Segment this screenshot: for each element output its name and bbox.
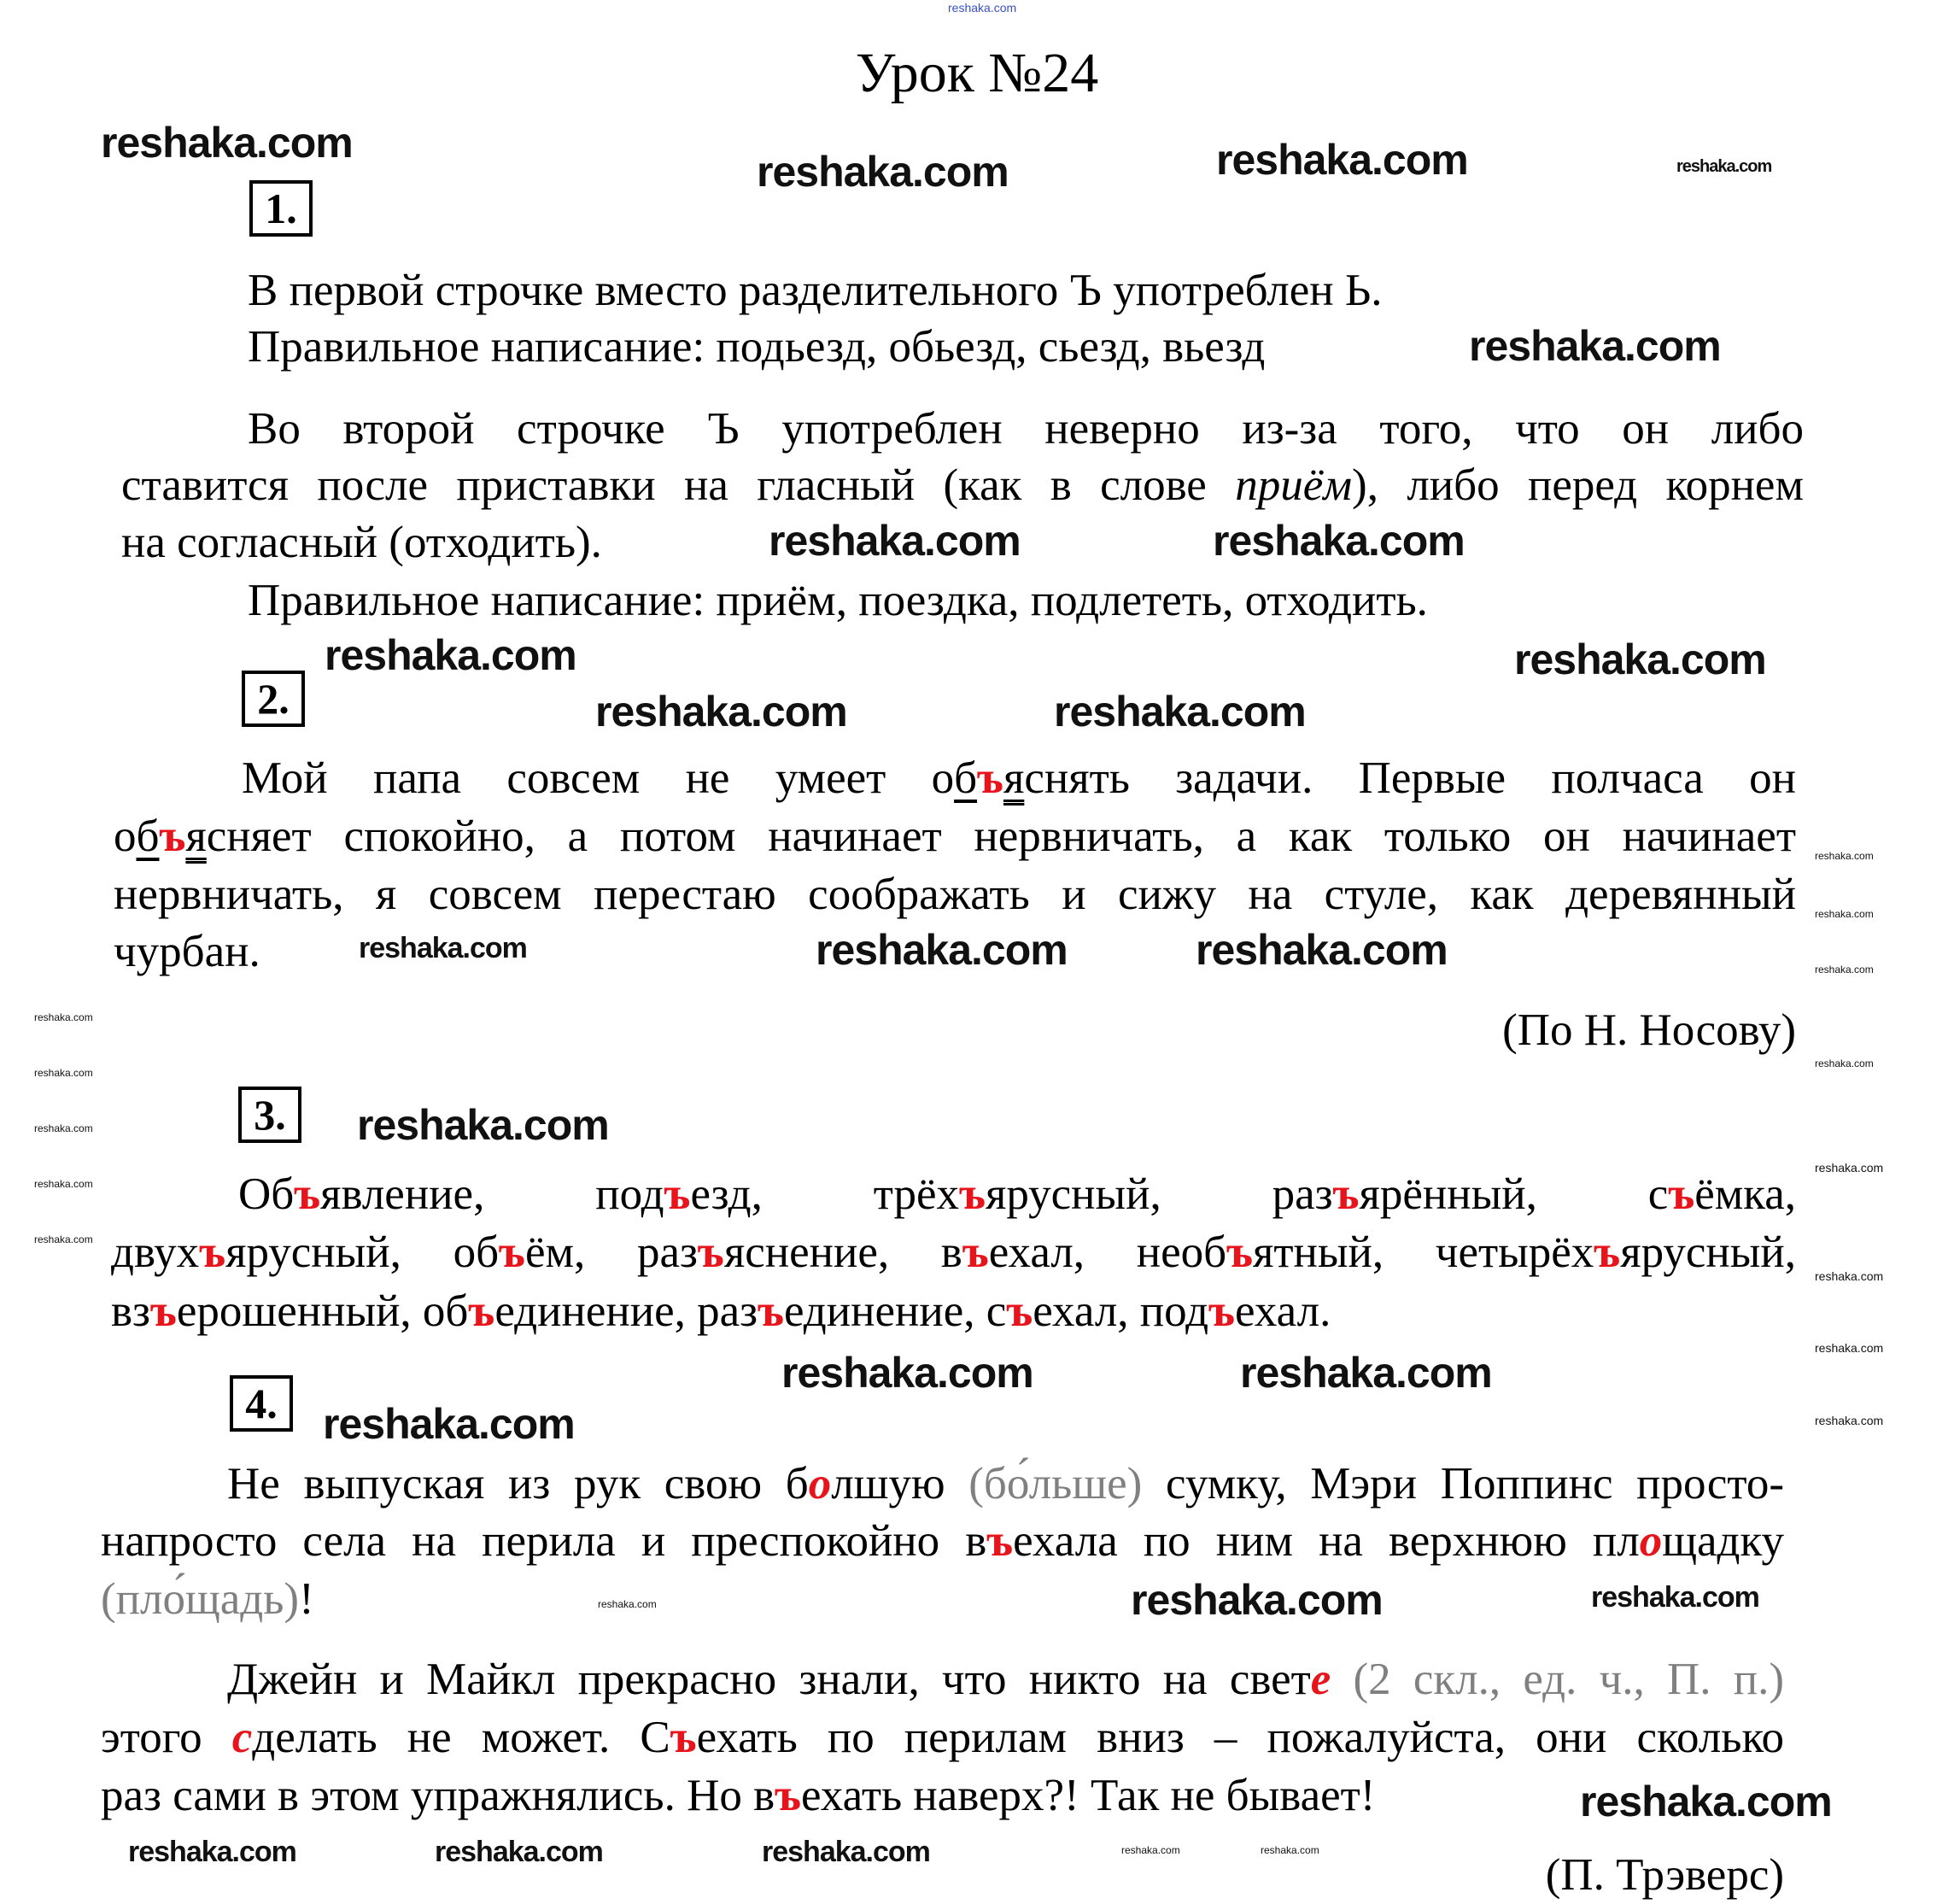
watermark: reshaka.com [435, 1836, 603, 1868]
text-segment: ), либо перед корнем [1352, 460, 1804, 510]
watermark: reshaka.com [595, 688, 847, 735]
text-segment: ! [299, 1574, 314, 1624]
text-segment: ехал. [1235, 1286, 1331, 1336]
watermark: reshaka.com [34, 1011, 93, 1023]
watermark: reshaka.com [598, 1598, 657, 1610]
text-segment: ярусный, раз [985, 1169, 1333, 1219]
watermark: reshaka.com [757, 148, 1009, 196]
watermark: reshaka.com [1121, 1844, 1180, 1856]
text-segment: ехать наверх?! Так не бывает! [801, 1771, 1376, 1820]
text-line [248, 571, 1428, 630]
highlighted-letter: ъ [962, 1227, 989, 1277]
text-line [121, 513, 602, 571]
exercise-number-3: 3. [238, 1087, 301, 1143]
text-segment: ёмка, [1694, 1169, 1797, 1219]
text-line [238, 1165, 1796, 1223]
text-segment: двух [111, 1227, 200, 1277]
watermark: reshaka.com [816, 926, 1068, 974]
watermark: reshaka.com [357, 1101, 609, 1149]
highlighted-letter: ъ [1208, 1286, 1235, 1336]
watermark: reshaka.com [101, 119, 353, 167]
watermark: reshaka.com [1261, 1844, 1319, 1856]
text-segment: ём, раз [524, 1227, 698, 1277]
grammar-note: (2 скл., ед. ч., П. п.) [1353, 1655, 1785, 1704]
exercise-number-2: 2. [242, 671, 305, 727]
highlighted-letter: ъ [1332, 1169, 1360, 1219]
text-line [101, 1708, 1784, 1766]
watermark: reshaka.com [1514, 636, 1766, 683]
text-segment: явление, под [320, 1169, 664, 1219]
source-attribution: (П. Трэверс) [1545, 1850, 1784, 1900]
highlighted-letter: о [808, 1459, 832, 1509]
highlighted-letter: ъ [199, 1227, 226, 1277]
watermark: reshaka.com [1469, 322, 1721, 370]
text-line [248, 400, 1804, 458]
watermark: reshaka.com [1815, 1269, 1884, 1283]
watermark: reshaka.com [1815, 908, 1874, 920]
grammar-note: (бо́льше) [968, 1459, 1143, 1509]
highlighted-letter: ъ [758, 1286, 784, 1336]
watermark: reshaka.com [1676, 157, 1772, 176]
watermark: reshaka.com [1054, 688, 1306, 735]
text-segment: снять задачи. Первые полчаса он [1024, 753, 1796, 803]
highlighted-letter: ъ [1594, 1227, 1621, 1277]
watermark: reshaka.com [781, 1349, 1033, 1397]
double-underlined-letter: я [185, 811, 207, 861]
text-line [121, 456, 1804, 514]
text-line [101, 1766, 1375, 1825]
text-segment: Об [238, 1169, 295, 1219]
highlighted-letter: е [1310, 1655, 1331, 1704]
text-segment: Правильное написание: подьезд, обьезд, сьезд, вьезд [248, 322, 1266, 372]
text-segment: ерошенный, об [176, 1286, 469, 1336]
highlighted-letter: ъ [959, 1169, 986, 1219]
highlighted-letter: ъ [986, 1516, 1014, 1566]
text-segment [1331, 1655, 1353, 1704]
text-line [248, 318, 1265, 376]
text-segment: на согласный (отходить). [121, 518, 602, 567]
italic-word: приём [1235, 460, 1353, 510]
highlighted-letter: ъ [775, 1771, 802, 1820]
text-segment: сняет спокойно, а потом начинает нервничать, а как только он начинает [206, 811, 1796, 861]
watermark: reshaka.com [1216, 136, 1468, 184]
text-segment: вз [111, 1286, 150, 1336]
watermark: reshaka.com [1815, 1057, 1874, 1069]
text-line [101, 1512, 1784, 1570]
text-line [114, 807, 1796, 865]
text-segment: этого [101, 1713, 232, 1762]
highlighted-letter: ъ [1668, 1169, 1695, 1219]
text-segment: яснение, в [723, 1227, 962, 1277]
text-segment: раз сами в этом упражнялись. Но в [101, 1771, 775, 1820]
text-segment: напросто села на перила и преспокойно в [101, 1516, 987, 1566]
highlighted-letter: ъ [1006, 1286, 1033, 1336]
text-line [114, 923, 260, 981]
highlighted-letter: с [231, 1713, 253, 1762]
text-segment: Не выпуская из рук свою б [227, 1459, 809, 1509]
text-line [248, 261, 1383, 319]
text-segment: ехать по перилам вниз – пожалуйста, они сколько [696, 1713, 1785, 1762]
grammar-note: (пло́щадь) [101, 1574, 300, 1624]
text-segment: единение, раз [494, 1286, 758, 1336]
text-segment: лшую [831, 1459, 969, 1509]
text-line [101, 1570, 314, 1628]
text-segment: делать не может. С [252, 1713, 670, 1762]
watermark: reshaka.com [1815, 1414, 1884, 1427]
watermark: reshaka.com [769, 517, 1021, 565]
highlighted-letter: ъ [294, 1169, 321, 1219]
watermark: reshaka.com [762, 1836, 930, 1868]
text-segment: единение, с [783, 1286, 1007, 1336]
watermark: reshaka.com [1815, 1341, 1884, 1355]
highlighted-letter: ъ [468, 1286, 495, 1336]
watermark: reshaka.com [128, 1836, 296, 1868]
text-segment: ставится после приставки на гласный (как в слове [121, 460, 1236, 510]
watermark: reshaka.com [1815, 1161, 1884, 1175]
highlighted-letter: ъ [664, 1169, 691, 1219]
text-segment: о [114, 811, 137, 861]
watermark: reshaka.com [1196, 926, 1448, 974]
text-segment: ехал, необ [988, 1227, 1227, 1277]
text-segment: щадку [1662, 1516, 1784, 1566]
exercise-number-1: 1. [249, 180, 313, 237]
watermark: reshaka.com [34, 1233, 93, 1245]
text-segment: ятный, четырёх [1253, 1227, 1594, 1277]
text-line [242, 749, 1796, 807]
text-line [111, 1223, 1796, 1281]
page-title: Урок №24 [855, 42, 1099, 104]
watermark: reshaka.com [325, 631, 576, 679]
watermark: reshaka.com [323, 1400, 575, 1448]
underlined-letter: б [136, 811, 160, 861]
text-segment: Во второй строчке Ъ употреблен неверно из-за того, что он либо [248, 404, 1804, 454]
text-segment: нервничать, я совсем перестаю соображать и сижу на стуле, как деревянный [114, 870, 1796, 919]
text-segment: езд, трёх [690, 1169, 960, 1219]
underlined-letter: б [954, 753, 978, 803]
highlighted-letter: ъ [697, 1227, 724, 1277]
text-line [227, 1455, 1784, 1513]
highlighted-letter: ъ [977, 753, 1003, 803]
watermark: reshaka.com [34, 1122, 93, 1134]
highlighted-letter: ъ [1226, 1227, 1253, 1277]
highlighted-letter: ъ [670, 1713, 697, 1762]
watermark: reshaka.com [34, 1178, 93, 1190]
text-segment: ярусный, об [225, 1227, 500, 1277]
text-line [114, 865, 1796, 923]
text-segment: Мой папа совсем не умеет о [242, 753, 955, 803]
source-attribution: (По Н. Носову) [1502, 1005, 1796, 1055]
watermark: reshaka.com [1213, 517, 1465, 565]
exercise-number-4: 4. [230, 1375, 293, 1432]
text-segment: ехал, под [1033, 1286, 1209, 1336]
text-segment: В первой строчке вместо разделительного Ъ употреблен Ь. [248, 266, 1383, 315]
text-segment: сумку, Мэри Поппинс просто- [1142, 1459, 1784, 1509]
double-underlined-letter: я [1003, 753, 1025, 803]
highlighted-letter: ъ [159, 811, 186, 861]
watermark: reshaka.com [1131, 1576, 1383, 1624]
watermark: reshaka.com [948, 1, 1017, 15]
watermark: reshaka.com [1580, 1778, 1832, 1825]
text-segment: чурбан. [114, 927, 260, 976]
text-segment: ярусный, [1620, 1227, 1796, 1277]
watermark: reshaka.com [34, 1067, 93, 1079]
watermark: reshaka.com [1240, 1349, 1492, 1397]
watermark: reshaka.com [1815, 850, 1874, 862]
highlighted-letter: ъ [149, 1286, 177, 1336]
text-segment: Правильное написание: приём, поездка, подлететь, отходить. [248, 576, 1428, 625]
watermark: reshaka.com [359, 932, 527, 964]
text-segment: ярённый, с [1359, 1169, 1669, 1219]
text-segment: Джейн и Майкл прекрасно знали, что никто на свет [227, 1655, 1311, 1704]
watermark: reshaka.com [1815, 964, 1874, 975]
text-line [227, 1650, 1784, 1708]
highlighted-letter: о [1639, 1516, 1663, 1566]
highlighted-letter: ъ [499, 1227, 525, 1277]
text-line [111, 1282, 1331, 1340]
text-segment: ехала по ним на верхнюю пл [1013, 1516, 1640, 1566]
watermark: reshaka.com [1591, 1581, 1759, 1614]
